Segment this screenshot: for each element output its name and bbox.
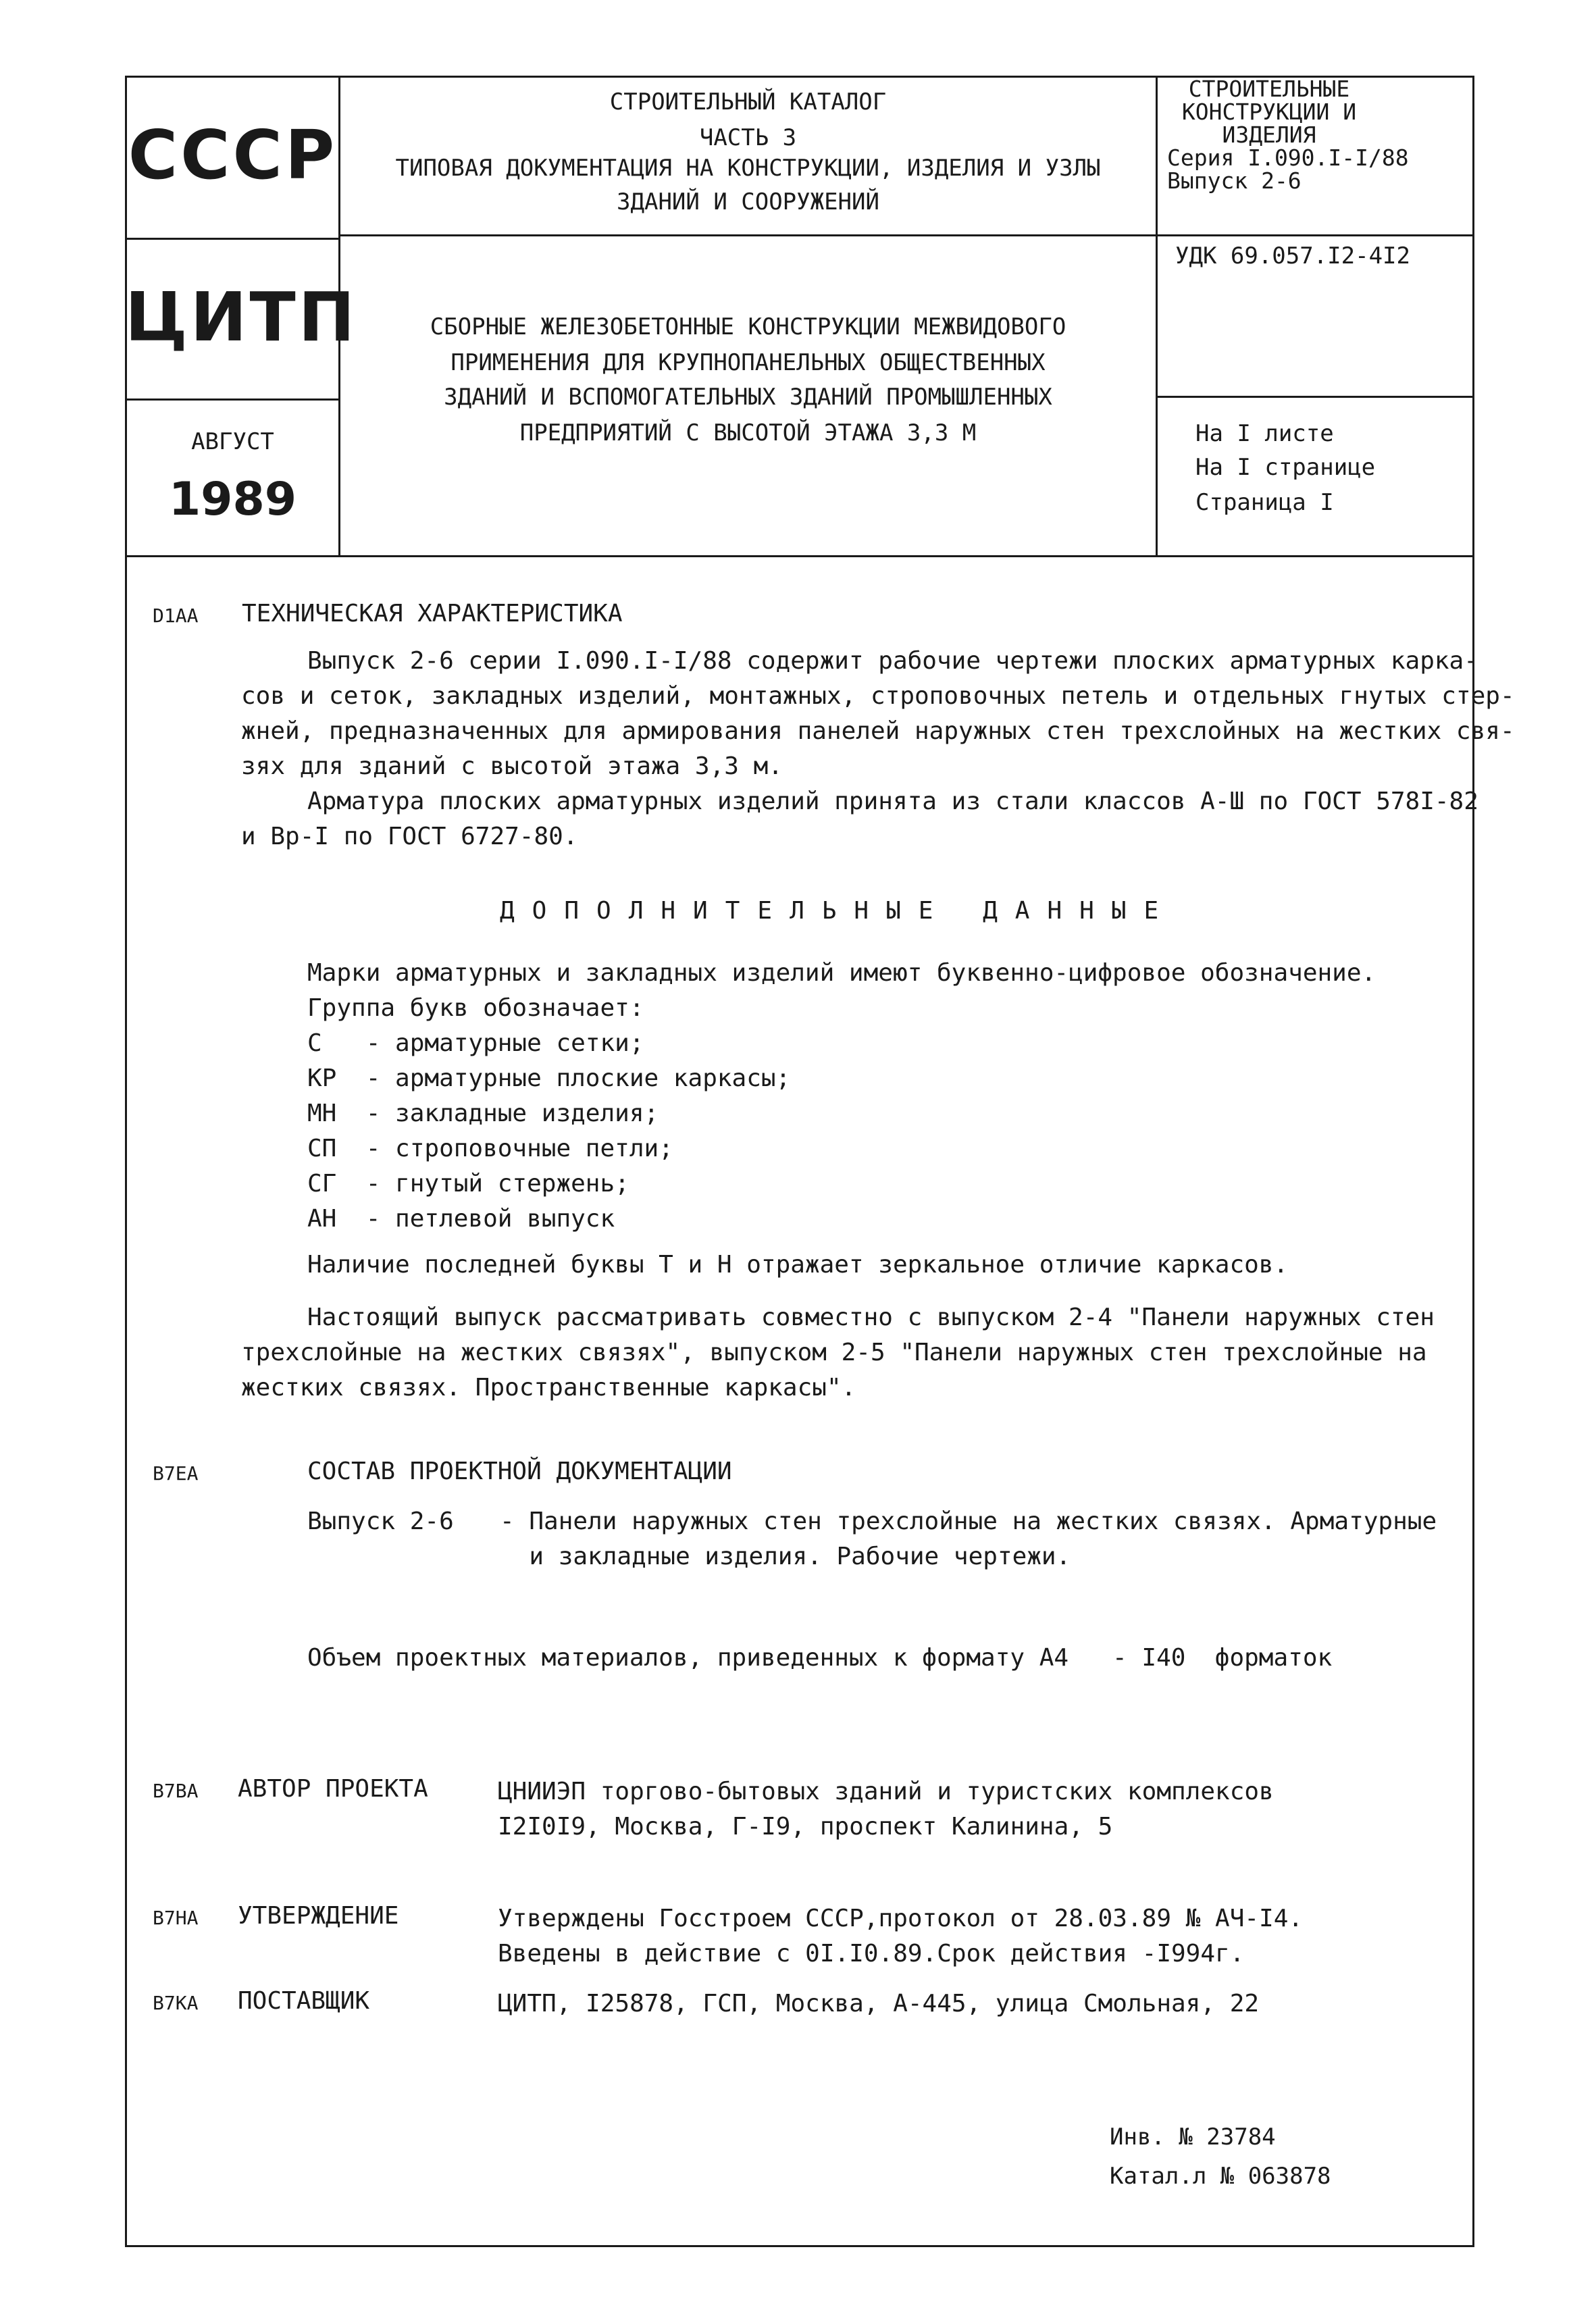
title-line-2: ПРИМЕНЕНИЯ ДЛЯ КРУПНОПАНЕЛЬНЫХ ОБЩЕСТВЕННЫХ <box>451 349 1046 376</box>
supplier-code: B7KA <box>153 1992 199 2014</box>
approval-line-2: Введены в действие с 0I.I0.89.Срок действия -I994г. <box>498 1940 1245 1968</box>
composition-code: B7EA <box>153 1462 199 1485</box>
catalog-line-3: ТИПОВАЯ ДОКУМЕНТАЦИЯ НА КОНСТРУКЦИИ, ИЗДЕЛИЯ И УЗЛЫ <box>395 155 1101 182</box>
ussr-label: СССР <box>128 115 338 195</box>
year-label: 1989 <box>168 473 297 526</box>
series-divider <box>1156 234 1474 236</box>
sheets-line-1: На I листе <box>1195 420 1334 447</box>
composition-heading: СОСТАВ ПРОЕКТНОЙ ДОКУМЕНТАЦИИ <box>307 1458 732 1485</box>
tech-heading: ТЕХНИЧЕСКАЯ ХАРАКТЕРИСТИКА <box>242 600 623 627</box>
tech-para1-line-4: зях для зданий с высотой этажа 3,3 м. <box>241 752 783 780</box>
approval-label: УТВЕРЖДЕНИЕ <box>238 1902 399 1930</box>
title-line-3: ЗДАНИЙ И ВСПОМОГАТЕЛЬНЫХ ЗДАНИЙ ПРОМЫШЛЕННЫХ <box>444 384 1052 411</box>
catalog-line-4: ЗДАНИЙ И СООРУЖЕНИЙ <box>617 188 879 215</box>
approval-line-1: Утверждены Госстроем СССР,протокол от 28.03.89 № АЧ-I4. <box>498 1905 1304 1932</box>
catalog-sheet-number: Катал.л № 063878 <box>1110 2163 1331 2190</box>
catalog-line-2: ЧАСТЬ 3 <box>699 124 797 151</box>
header-bottom-divider <box>125 555 1474 557</box>
supplier-label: ПОСТАВЩИК <box>238 1987 370 2015</box>
extra-line-6: СП - строповочные петли; <box>307 1135 673 1162</box>
extra-line-7: СГ - гнутый стержень; <box>307 1170 629 1198</box>
extra-line-8: АН - петлевой выпуск <box>307 1205 615 1233</box>
extra-line-1: Марки арматурных и закладных изделий имеют буквенно-цифровое обозначение. <box>307 959 1376 987</box>
extra-para-line-3: жестких связях. Пространственные каркасы". <box>241 1374 856 1402</box>
title-line-1: СБОРНЫЕ ЖЕЛЕЗОБЕТОННЫЕ КОНСТРУКЦИИ МЕЖВИДОВОГО <box>430 313 1066 340</box>
tech-para1-line-3: жней, предназначенных для армирования панелей наружных стен трехслойных на жестких свя- <box>241 717 1515 745</box>
author-code: B7BA <box>153 1780 199 1802</box>
catalog-line-1: СТРОИТЕЛЬНЫЙ КАТАЛОГ <box>609 88 887 115</box>
ussr-divider <box>125 238 340 240</box>
sheets-line-2: На I странице <box>1195 454 1376 481</box>
supplier-line: ЦИТП, I25878, ГСП, Москва, А-445, улица Смольная, 22 <box>498 1990 1260 2017</box>
section-line-2: КОНСТРУКЦИИ И <box>1181 99 1357 125</box>
extra-line-4: КР - арматурные плоские каркасы; <box>307 1064 791 1092</box>
sheets-line-3: Страница I <box>1195 489 1334 516</box>
inventory-number: Инв. № 23784 <box>1110 2124 1276 2151</box>
extra-note: Наличие последней буквы Т и Н отражает зеркальное отличие каркасов. <box>307 1251 1289 1279</box>
composition-issue-line-2: и закладные изделия. Рабочие чертежи. <box>500 1543 1071 1570</box>
author-line-2: I2I0I9, Москва, Г-I9, проспект Калинина, 5 <box>498 1813 1113 1841</box>
section-line-3: ИЗДЕЛИЯ <box>1222 122 1316 148</box>
tech-code: D1AA <box>153 605 199 627</box>
tech-para2-line-1: Арматура плоских арматурных изделий принята из стали классов А-Ш по ГОСТ 578I-82 <box>307 788 1478 815</box>
section-line-1: СТРОИТЕЛЬНЫЕ <box>1188 76 1350 102</box>
citp-label: ЦИТП <box>125 278 358 357</box>
composition-issue-label: Выпуск 2-6 <box>307 1508 454 1535</box>
udk-divider <box>1156 396 1474 398</box>
udk-label: УДК 69.057.I2-4I2 <box>1175 242 1410 269</box>
extra-para-line-1: Настоящий выпуск рассматривать совместно с выпуском 2-4 "Панели наружных стен <box>307 1304 1435 1331</box>
author-label: АВТОР ПРОЕКТА <box>238 1775 428 1803</box>
month-label: АВГУСТ <box>191 428 274 455</box>
series-number: Серия I.090.I-I/88 <box>1167 145 1409 171</box>
citp-divider <box>125 398 340 401</box>
extra-line-3: С - арматурные сетки; <box>307 1029 644 1057</box>
tech-para1-line-2: сов и сеток, закладных изделий, монтажных, строповочных петель и отдельных гнутых стер- <box>241 682 1515 710</box>
title-line-4: ПРЕДПРИЯТИЙ С ВЫСОТОЙ ЭТАЖА 3,3 М <box>519 419 977 446</box>
tech-para2-line-2: и Вр-I по ГОСТ 6727-80. <box>241 823 578 850</box>
extra-para-line-2: трехслойные на жестких связях", выпуском 2-5 "Панели наружных стен трехслойные на <box>241 1339 1427 1366</box>
extra-line-5: МН - закладные изделия; <box>307 1100 659 1127</box>
catalog-divider <box>338 234 1158 236</box>
author-line-1: ЦНИИЭП торгово-бытовых зданий и туристских комплексов <box>498 1778 1274 1805</box>
extra-heading: ДОПОЛНИТЕЛЬНЫЕ ДАННЫЕ <box>500 897 1177 925</box>
approval-code: B7HA <box>153 1907 199 1929</box>
composition-issue-line-1: - Панели наружных стен трехслойные на жестких связях. Арматурные <box>500 1508 1437 1535</box>
extra-line-2: Группа букв обозначает: <box>307 994 644 1022</box>
composition-volume: Объем проектных материалов, приведенных к формату А4 - I40 форматок <box>307 1644 1333 1672</box>
issue-number: Выпуск 2-6 <box>1167 168 1302 194</box>
tech-para1-line-1: Выпуск 2-6 серии I.090.I-I/88 содержит рабочие чертежи плоских арматурных карка- <box>307 647 1478 675</box>
